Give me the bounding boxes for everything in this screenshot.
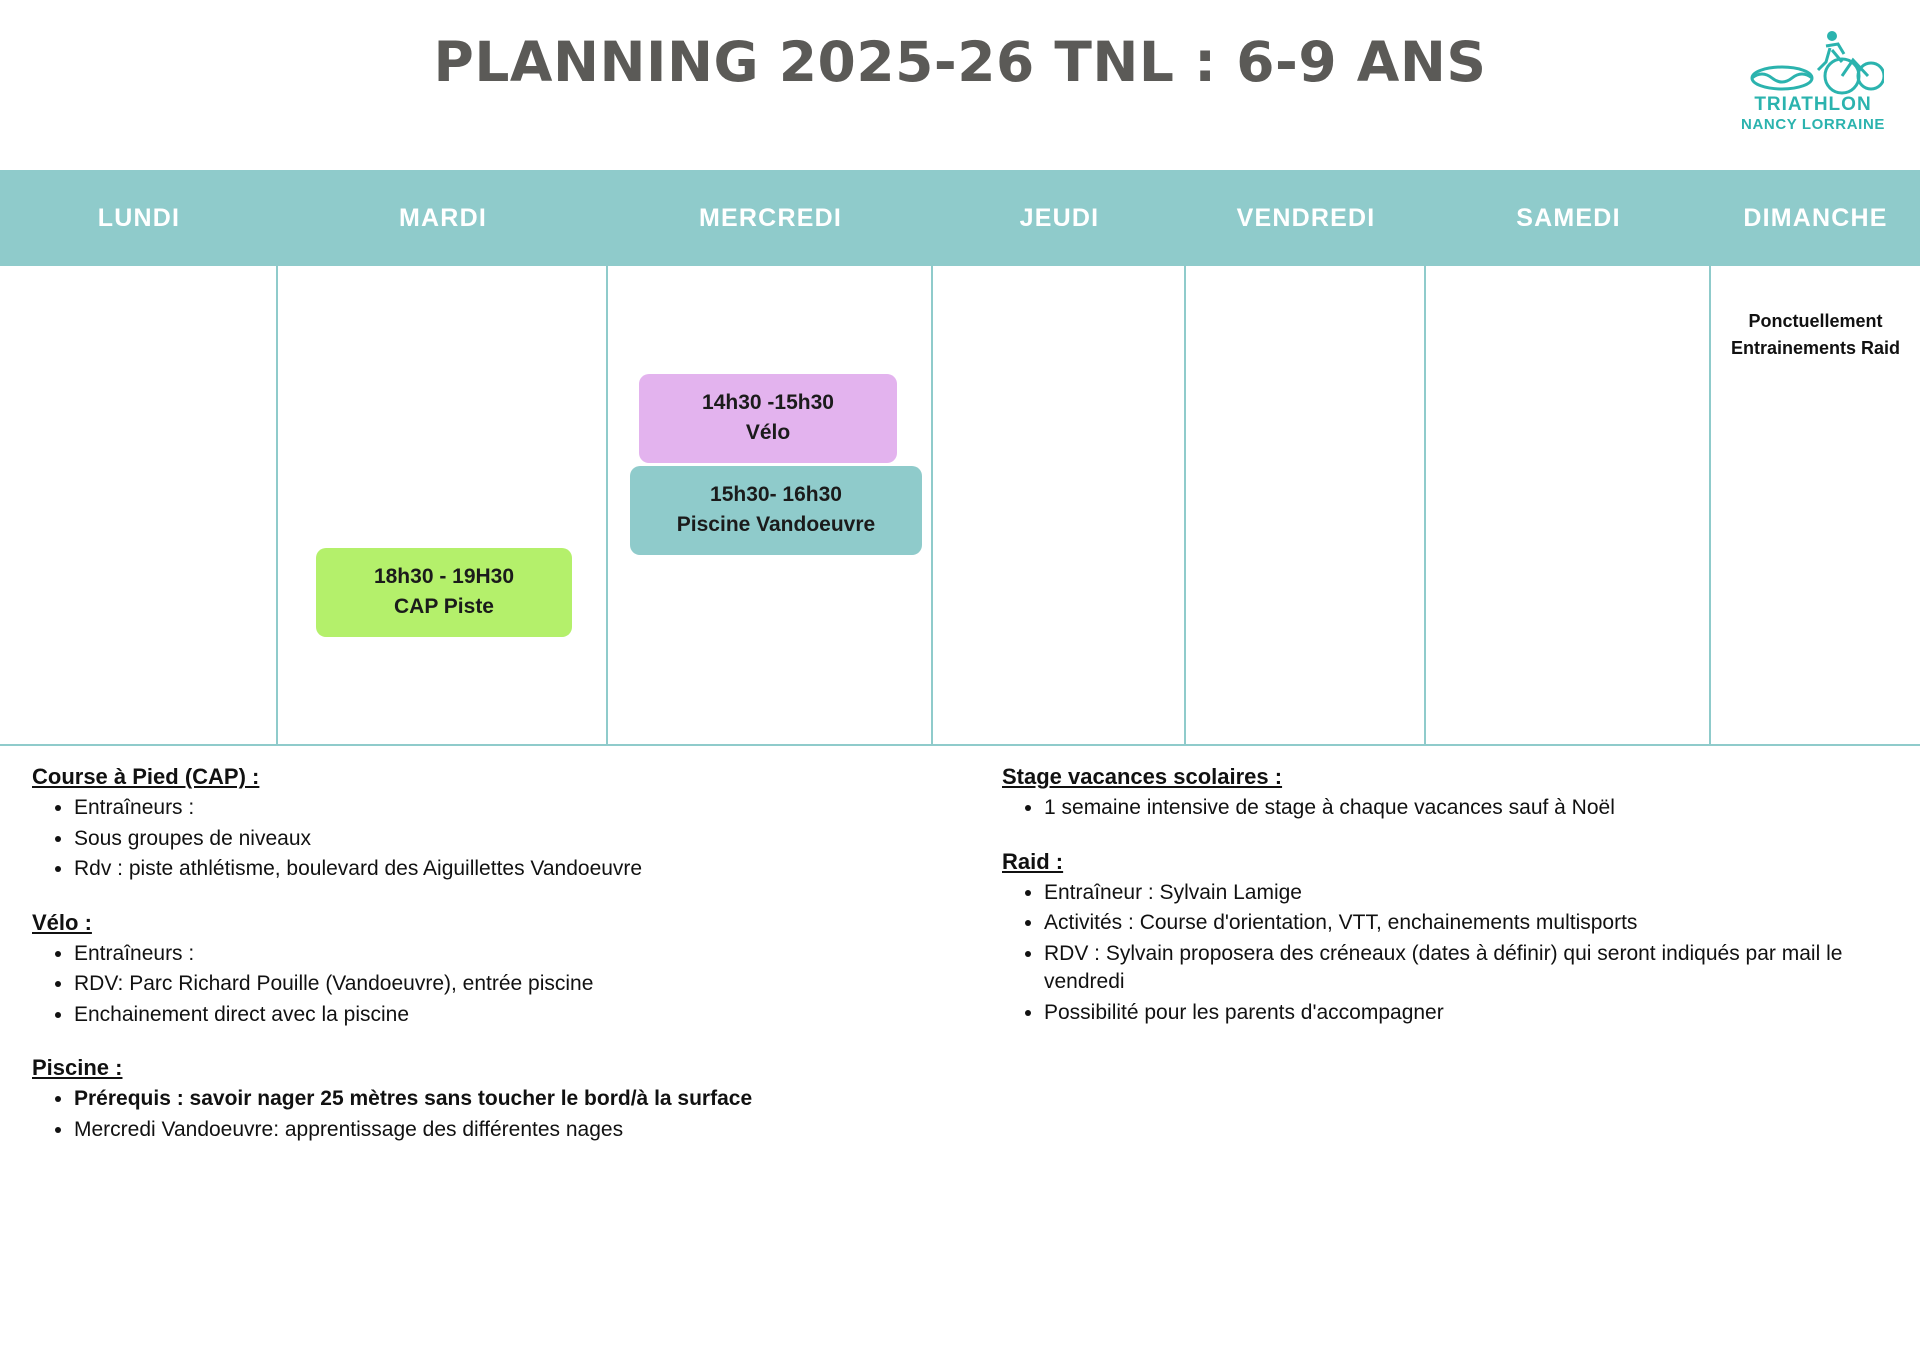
list-item: • Prérequis : savoir nager 25 mètres sans toucher le bord/à la surface [74,1085,932,1114]
calendar-column-jeudi [933,266,1186,744]
calendar-day-header [0,170,1920,266]
list-item: • Rdv : piste athlétisme, boulevard des Aiguillettes Vandoeuvre [74,855,932,884]
section-stage-vacances [1002,764,1872,823]
notes-column-left [32,764,932,1170]
section-title: Vélo : [32,909,92,935]
event-velo[interactable] [639,374,897,463]
list-item: • Possibilité pour les parents d'accompagner [1044,999,1872,1028]
section-title: Course à Pied (CAP) : [32,764,260,789]
calendar-column-lundi [0,266,278,744]
list-item: • RDV: Parc Richard Pouille (Vandoeuvre), entrée piscine [74,970,932,999]
section-list [32,794,932,884]
event-time: 18h30 - 19H30 [373,565,515,588]
page-title: PLANNING 2025-26 TNL : 6-9 ANS [433,30,1487,94]
day-header-lundi: LUNDI [97,203,181,232]
calendar-column-samedi [1426,266,1711,744]
calendar-column-dimanche [1711,266,1920,744]
list-item: • 1 semaine intensive de stage à chaque vacances sauf à Noël [1044,794,1872,823]
section-list [1002,794,1872,823]
notes-area [0,746,1920,1170]
event-cap-piste[interactable] [316,548,572,637]
list-item: • Mercredi Vandoeuvre: apprentissage des différentes nages [74,1116,932,1145]
section-velo [32,910,932,1030]
club-logo [1734,20,1884,140]
dimanche-note: Ponctuellement Entrainements Raid [1730,311,1901,358]
calendar-column-vendredi [1186,266,1426,744]
calendar-column-mardi [278,266,608,744]
event-label: Piscine Vandoeuvre [676,513,876,537]
list-item: • RDV : Sylvain proposera des créneaux (dates à définir) qui seront indiqués par mail le vendredi [1044,940,1872,997]
day-header-vendredi: VENDREDI [1236,203,1376,232]
logo-text-triathlon: TRIATHLON [1754,94,1872,115]
event-label: CAP Piste [394,595,494,619]
list-item: • Entraîneurs : [74,940,932,969]
section-raid [1002,849,1872,1028]
section-course-a-pied [32,764,932,884]
event-time: 14h30 -15h30 [702,391,834,414]
section-list [1002,879,1872,1028]
list-item: • Activités : Course d'orientation, VTT, enchainements multisports [1044,909,1872,938]
calendar-column-mercredi [608,266,933,744]
list-item: • Sous groupes de niveaux [74,825,932,854]
notes-column-right [972,764,1872,1170]
page-header [0,0,1920,170]
list-item: • Entraîneur : Sylvain Lamige [1044,879,1872,908]
day-header-dimanche: DIMANCHE [1743,203,1888,232]
list-item: • Enchainement direct avec la piscine [74,1001,932,1030]
event-time: 15h30- 16h30 [710,483,842,506]
calendar-grid [0,266,1920,746]
section-piscine [32,1055,932,1144]
section-list [32,940,932,1030]
logo-text-nancy-lorraine: NANCY LORRAINE [1741,116,1885,133]
day-header-jeudi: JEUDI [1019,203,1100,232]
weekly-calendar [0,170,1920,746]
section-list [32,1085,932,1144]
day-header-mercredi: MERCREDI [699,203,842,232]
section-title: Stage vacances scolaires : [1002,764,1283,789]
section-title: Piscine : [32,1055,123,1081]
list-item: • Entraîneurs : [74,794,932,823]
day-header-mardi: MARDI [399,203,487,232]
event-label: Vélo [745,421,791,445]
section-title: Raid : [1002,848,1064,874]
event-piscine-vandoeuvre[interactable] [630,466,922,555]
day-header-samedi: SAMEDI [1516,203,1621,232]
